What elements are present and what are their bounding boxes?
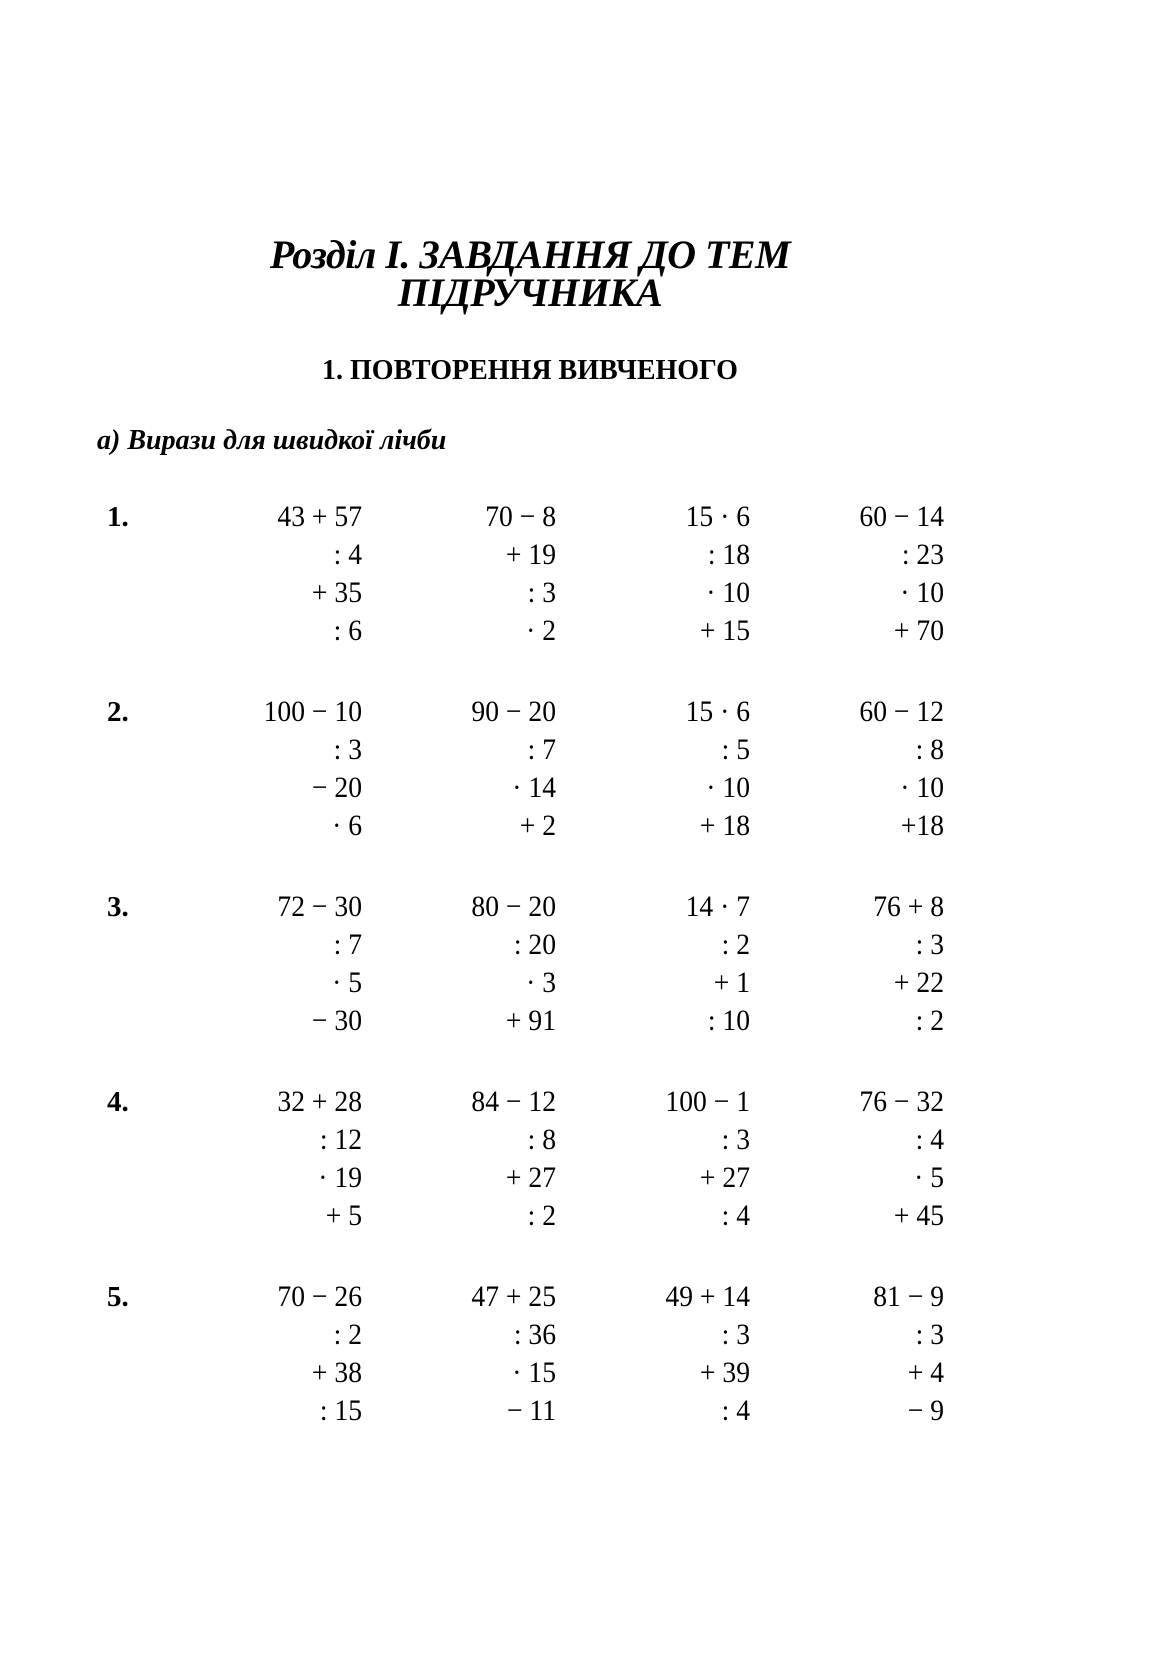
expression-start: 14 · 7 [685, 890, 750, 923]
expression-step: + 15 [699, 614, 750, 647]
expression-step: · 15 [512, 1356, 556, 1389]
expression-chain [390, 888, 556, 1040]
expression-step: : 2 [721, 928, 750, 961]
expression-step: + 19 [505, 538, 556, 571]
expression-step: · 10 [900, 771, 944, 804]
expression-step: + 38 [311, 1356, 362, 1389]
expression-chain [778, 1083, 944, 1235]
problem-number: 1. [107, 501, 129, 533]
expression-start: 100 − 1 [665, 1085, 750, 1118]
expression-start: 49 + 14 [665, 1280, 750, 1313]
expression-step: : 20 [513, 928, 556, 961]
expression-step: : 3 [721, 1318, 750, 1351]
expression-step: : 12 [319, 1123, 362, 1156]
expression-step: : 15 [319, 1394, 362, 1427]
expression-chain [196, 1083, 362, 1235]
expression-step: +18 [900, 809, 944, 842]
expression-step: : 3 [333, 733, 362, 766]
expression-chain [390, 1083, 556, 1235]
expression-start: 60 − 12 [859, 695, 944, 728]
expression-step: − 20 [311, 771, 362, 804]
expression-step: : 8 [527, 1123, 556, 1156]
problem-block [0, 1083, 1165, 1243]
chapter-title-line2: ПІДРУЧНИКА [397, 270, 663, 315]
expression-step: − 11 [506, 1394, 556, 1427]
expression-chain [584, 888, 750, 1040]
expression-step: + 27 [505, 1161, 556, 1194]
section-heading: 1. ПОВТОРЕННЯ ВИВЧЕНОГО [322, 355, 738, 386]
expression-chain [584, 1278, 750, 1430]
expression-chain [196, 693, 362, 845]
expression-chain [390, 693, 556, 845]
expression-chain [584, 693, 750, 845]
expression-start: 47 + 25 [471, 1280, 556, 1313]
expression-step: : 3 [721, 1123, 750, 1156]
expression-step: + 35 [311, 576, 362, 609]
expression-step: · 5 [914, 1161, 944, 1194]
expression-step: : 3 [527, 576, 556, 609]
expression-step: + 1 [713, 966, 750, 999]
problem-number: 4. [107, 1086, 129, 1118]
expression-start: 84 − 12 [471, 1085, 556, 1118]
expression-step: − 30 [311, 1004, 362, 1037]
expression-step: · 2 [526, 614, 556, 647]
expression-step: : 18 [707, 538, 750, 571]
expression-step: · 10 [900, 576, 944, 609]
expression-start: 100 − 10 [263, 695, 362, 728]
expression-step: + 45 [893, 1199, 944, 1232]
expression-start: 15 · 6 [685, 695, 750, 728]
problem-number: 3. [107, 891, 129, 923]
expression-start: 70 − 8 [485, 500, 556, 533]
expression-chain [584, 1083, 750, 1235]
expression-step: : 3 [915, 928, 944, 961]
chapter-title [0, 232, 1060, 315]
expression-start: 72 − 30 [277, 890, 362, 923]
expression-step: : 5 [721, 733, 750, 766]
problem-number: 2. [107, 696, 129, 728]
expression-step: : 7 [527, 733, 556, 766]
expression-step: + 91 [505, 1004, 556, 1037]
expression-step: · 10 [706, 771, 750, 804]
expression-step: + 5 [325, 1199, 362, 1232]
expression-step: : 4 [915, 1123, 944, 1156]
problem-block [0, 1278, 1165, 1438]
expression-chain [196, 888, 362, 1040]
expression-step: : 4 [721, 1199, 750, 1232]
expression-step: : 4 [333, 538, 362, 571]
expression-start: 80 − 20 [471, 890, 556, 923]
expression-step: + 70 [893, 614, 944, 647]
expression-start: 76 − 32 [859, 1085, 944, 1118]
expression-step: : 8 [915, 733, 944, 766]
expression-step: + 4 [907, 1356, 944, 1389]
expression-step: + 18 [699, 809, 750, 842]
expression-step: · 10 [706, 576, 750, 609]
problem-block [0, 693, 1165, 853]
expression-step: + 39 [699, 1356, 750, 1389]
expression-start: 32 + 28 [277, 1085, 362, 1118]
expression-step: · 3 [526, 966, 556, 999]
expression-chain [390, 498, 556, 650]
expression-step: + 27 [699, 1161, 750, 1194]
expression-step: : 4 [721, 1394, 750, 1427]
problem-number: 5. [107, 1281, 129, 1313]
expression-step: : 3 [915, 1318, 944, 1351]
expression-step: : 23 [901, 538, 944, 571]
expression-step: : 2 [333, 1318, 362, 1351]
expression-chain [778, 1278, 944, 1430]
expression-step: : 36 [513, 1318, 556, 1351]
expression-step: + 2 [519, 809, 556, 842]
expression-start: 81 − 9 [873, 1280, 944, 1313]
expression-step: : 2 [527, 1199, 556, 1232]
expression-step: − 9 [907, 1394, 944, 1427]
expression-chain [584, 498, 750, 650]
expression-step: · 14 [512, 771, 556, 804]
expression-step: : 7 [333, 928, 362, 961]
expression-start: 60 − 14 [859, 500, 944, 533]
expression-step: : 6 [333, 614, 362, 647]
expression-step: : 10 [707, 1004, 750, 1037]
expression-chain [778, 498, 944, 650]
expression-step: · 19 [318, 1161, 362, 1194]
expression-step: · 6 [332, 809, 362, 842]
expression-step: · 5 [332, 966, 362, 999]
problem-block [0, 888, 1165, 1048]
expression-start: 90 − 20 [471, 695, 556, 728]
expression-chain [196, 1278, 362, 1430]
expression-chain [390, 1278, 556, 1430]
expression-step: : 2 [915, 1004, 944, 1037]
expression-step: + 22 [893, 966, 944, 999]
expression-chain [196, 498, 362, 650]
problem-block [0, 498, 1165, 658]
expression-start: 43 + 57 [277, 500, 362, 533]
expression-start: 70 − 26 [277, 1280, 362, 1313]
expression-start: 76 + 8 [873, 890, 944, 923]
subsection-heading: а) Вирази для швидкої лічби [97, 425, 447, 456]
expression-chain [778, 693, 944, 845]
expression-start: 15 · 6 [685, 500, 750, 533]
chapter-title-line1: Розділ І. ЗАВДАННЯ ДО ТЕМ [269, 232, 791, 277]
expression-chain [778, 888, 944, 1040]
